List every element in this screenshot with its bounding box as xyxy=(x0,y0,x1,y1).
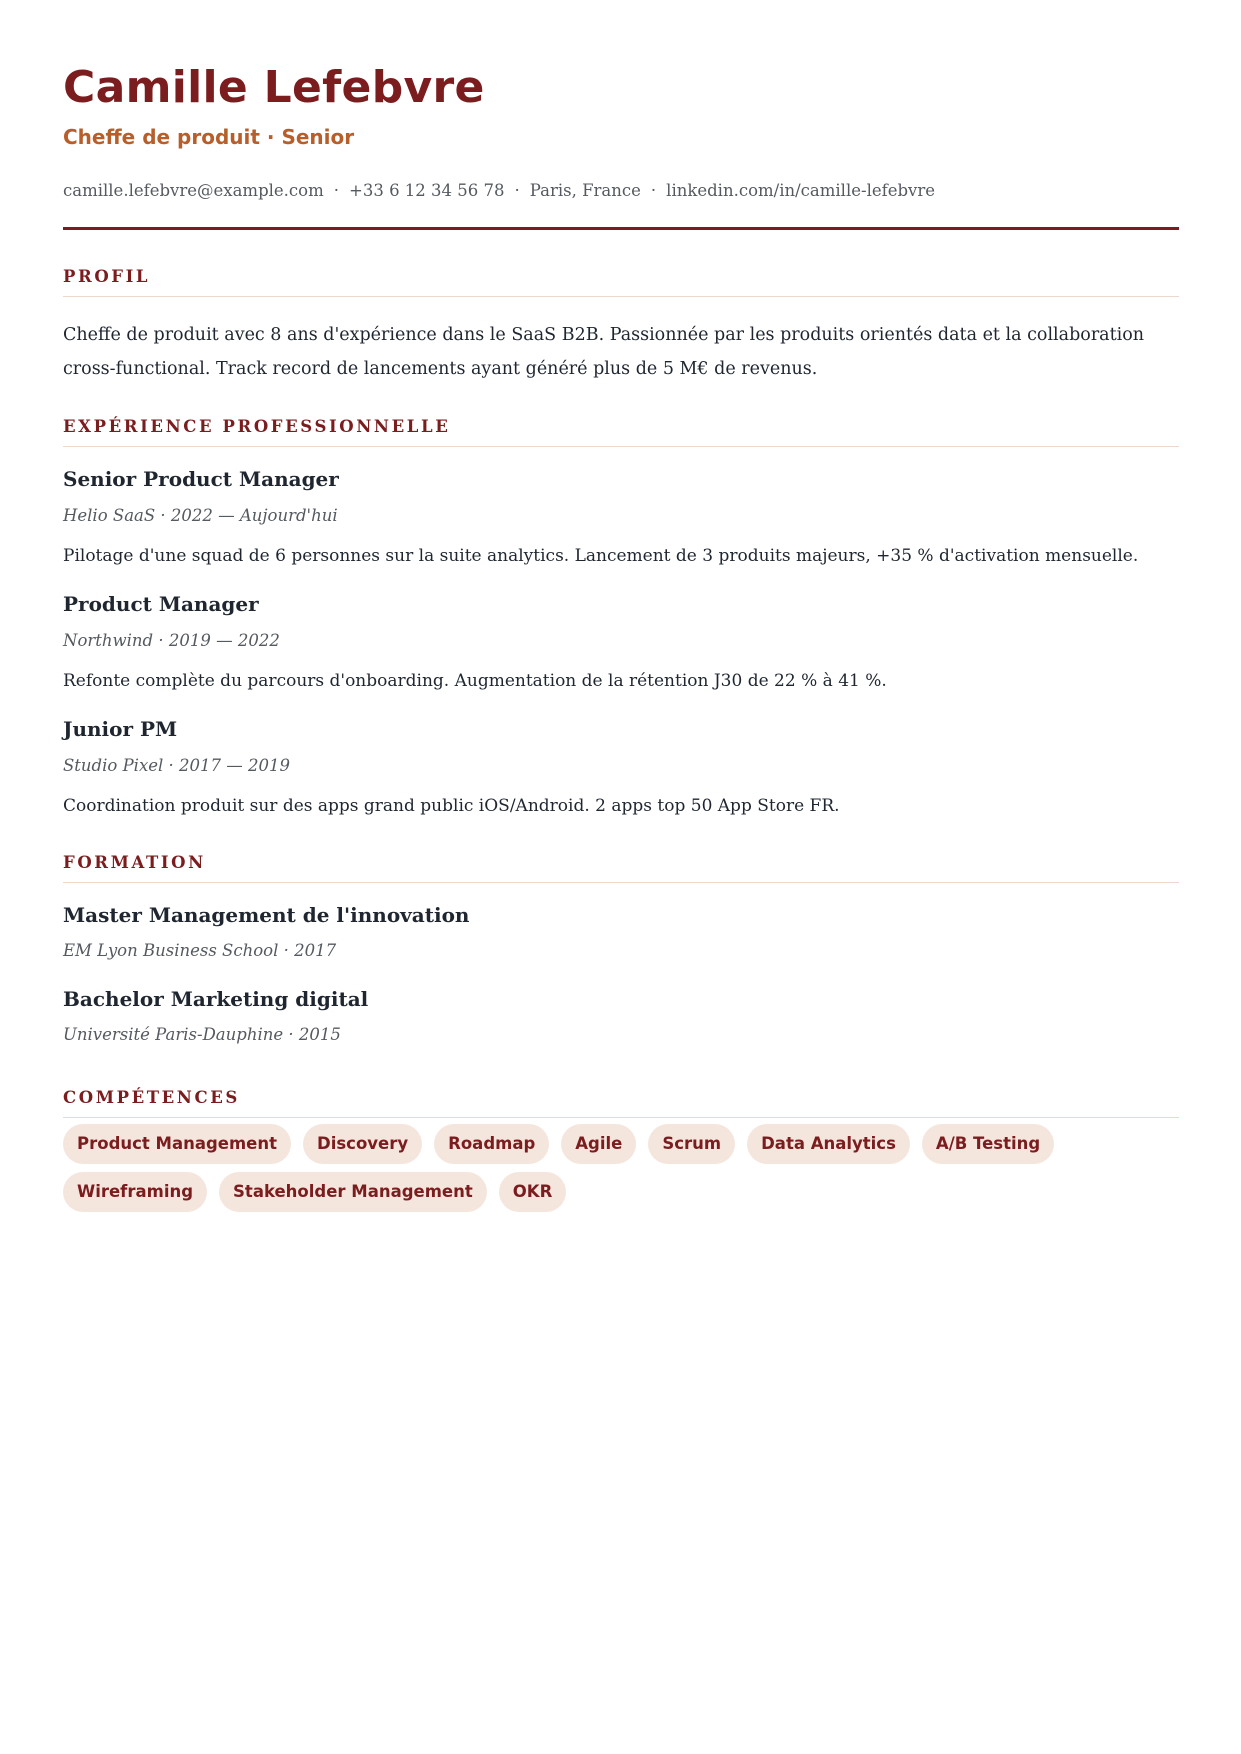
skill-chip: OKR xyxy=(499,1172,567,1212)
degree-title: Bachelor Marketing digital xyxy=(63,987,369,1011)
job-description: Refonte complète du parcours d'onboarding. Augmentation de la rétention J30 de 22 % à 41 %. xyxy=(63,671,887,691)
contact-line xyxy=(63,180,935,202)
skills-list xyxy=(63,1124,1179,1212)
skill-chip: Agile xyxy=(561,1124,636,1164)
job-meta: Studio Pixel · 2017 — 2019 xyxy=(63,756,291,775)
contact-separator: · xyxy=(514,181,520,200)
section-divider xyxy=(63,882,1179,883)
section-heading-skills: COMPÉTENCES xyxy=(63,1088,240,1107)
section-divider xyxy=(63,296,1179,297)
skill-chip: Wireframing xyxy=(63,1172,207,1212)
section-heading-education: FORMATION xyxy=(63,853,206,872)
job-description: Coordination produit sur des apps grand public iOS/Android. 2 apps top 50 App Store FR. xyxy=(63,796,840,816)
contact-separator: · xyxy=(650,181,657,200)
contact-email[interactable]: camille.lefebvre@example.com xyxy=(63,181,324,200)
job-title: Product Manager xyxy=(63,592,259,616)
degree-title: Master Management de l'innovation xyxy=(63,903,470,927)
job-meta: Helio SaaS · 2022 — Aujourd'hui xyxy=(63,506,338,525)
job-title: Senior Product Manager xyxy=(63,467,339,491)
contact-separator: · xyxy=(333,181,339,200)
section-divider xyxy=(63,446,1179,447)
skill-chip: Stakeholder Management xyxy=(219,1172,487,1212)
contact-phone[interactable]: +33 6 12 34 56 78 xyxy=(349,181,505,200)
skill-chip: A/B Testing xyxy=(922,1124,1054,1164)
job-meta: Northwind · 2019 — 2022 xyxy=(63,631,280,650)
job-description: Pilotage d'une squad de 6 personnes sur la suite analytics. Lancement de 3 produits majeurs, +35 % d'activation mensuelle. xyxy=(63,546,1139,566)
contact-linkedin[interactable]: linkedin.com/in/camille-lefebvre xyxy=(666,181,936,200)
section-divider xyxy=(63,1117,1179,1118)
skill-chip: Discovery xyxy=(303,1124,422,1164)
candidate-title: Cheffe de produit · Senior xyxy=(63,125,355,149)
section-heading-experience: EXPÉRIENCE PROFESSIONNELLE xyxy=(63,417,451,436)
candidate-name: Camille Lefebvre xyxy=(63,62,485,113)
job-title: Junior PM xyxy=(63,717,178,741)
skill-chip: Roadmap xyxy=(434,1124,549,1164)
skill-chip: Scrum xyxy=(648,1124,735,1164)
skill-chip: Data Analytics xyxy=(747,1124,910,1164)
profile-summary: Cheffe de produit avec 8 ans d'expérience dans le SaaS B2B. Passionnée par les produits orientés data et la collaboration cross-functional. Track record de lancements ayant généré plus de 5 M€ de revenus. xyxy=(63,325,1145,379)
degree-meta: EM Lyon Business School · 2017 xyxy=(63,941,337,960)
header-divider xyxy=(63,227,1179,230)
contact-location: Paris, France xyxy=(529,181,641,200)
section-heading-profile: PROFIL xyxy=(63,267,151,286)
skill-chip: Product Management xyxy=(63,1124,291,1164)
degree-meta: Université Paris-Dauphine · 2015 xyxy=(63,1025,341,1044)
